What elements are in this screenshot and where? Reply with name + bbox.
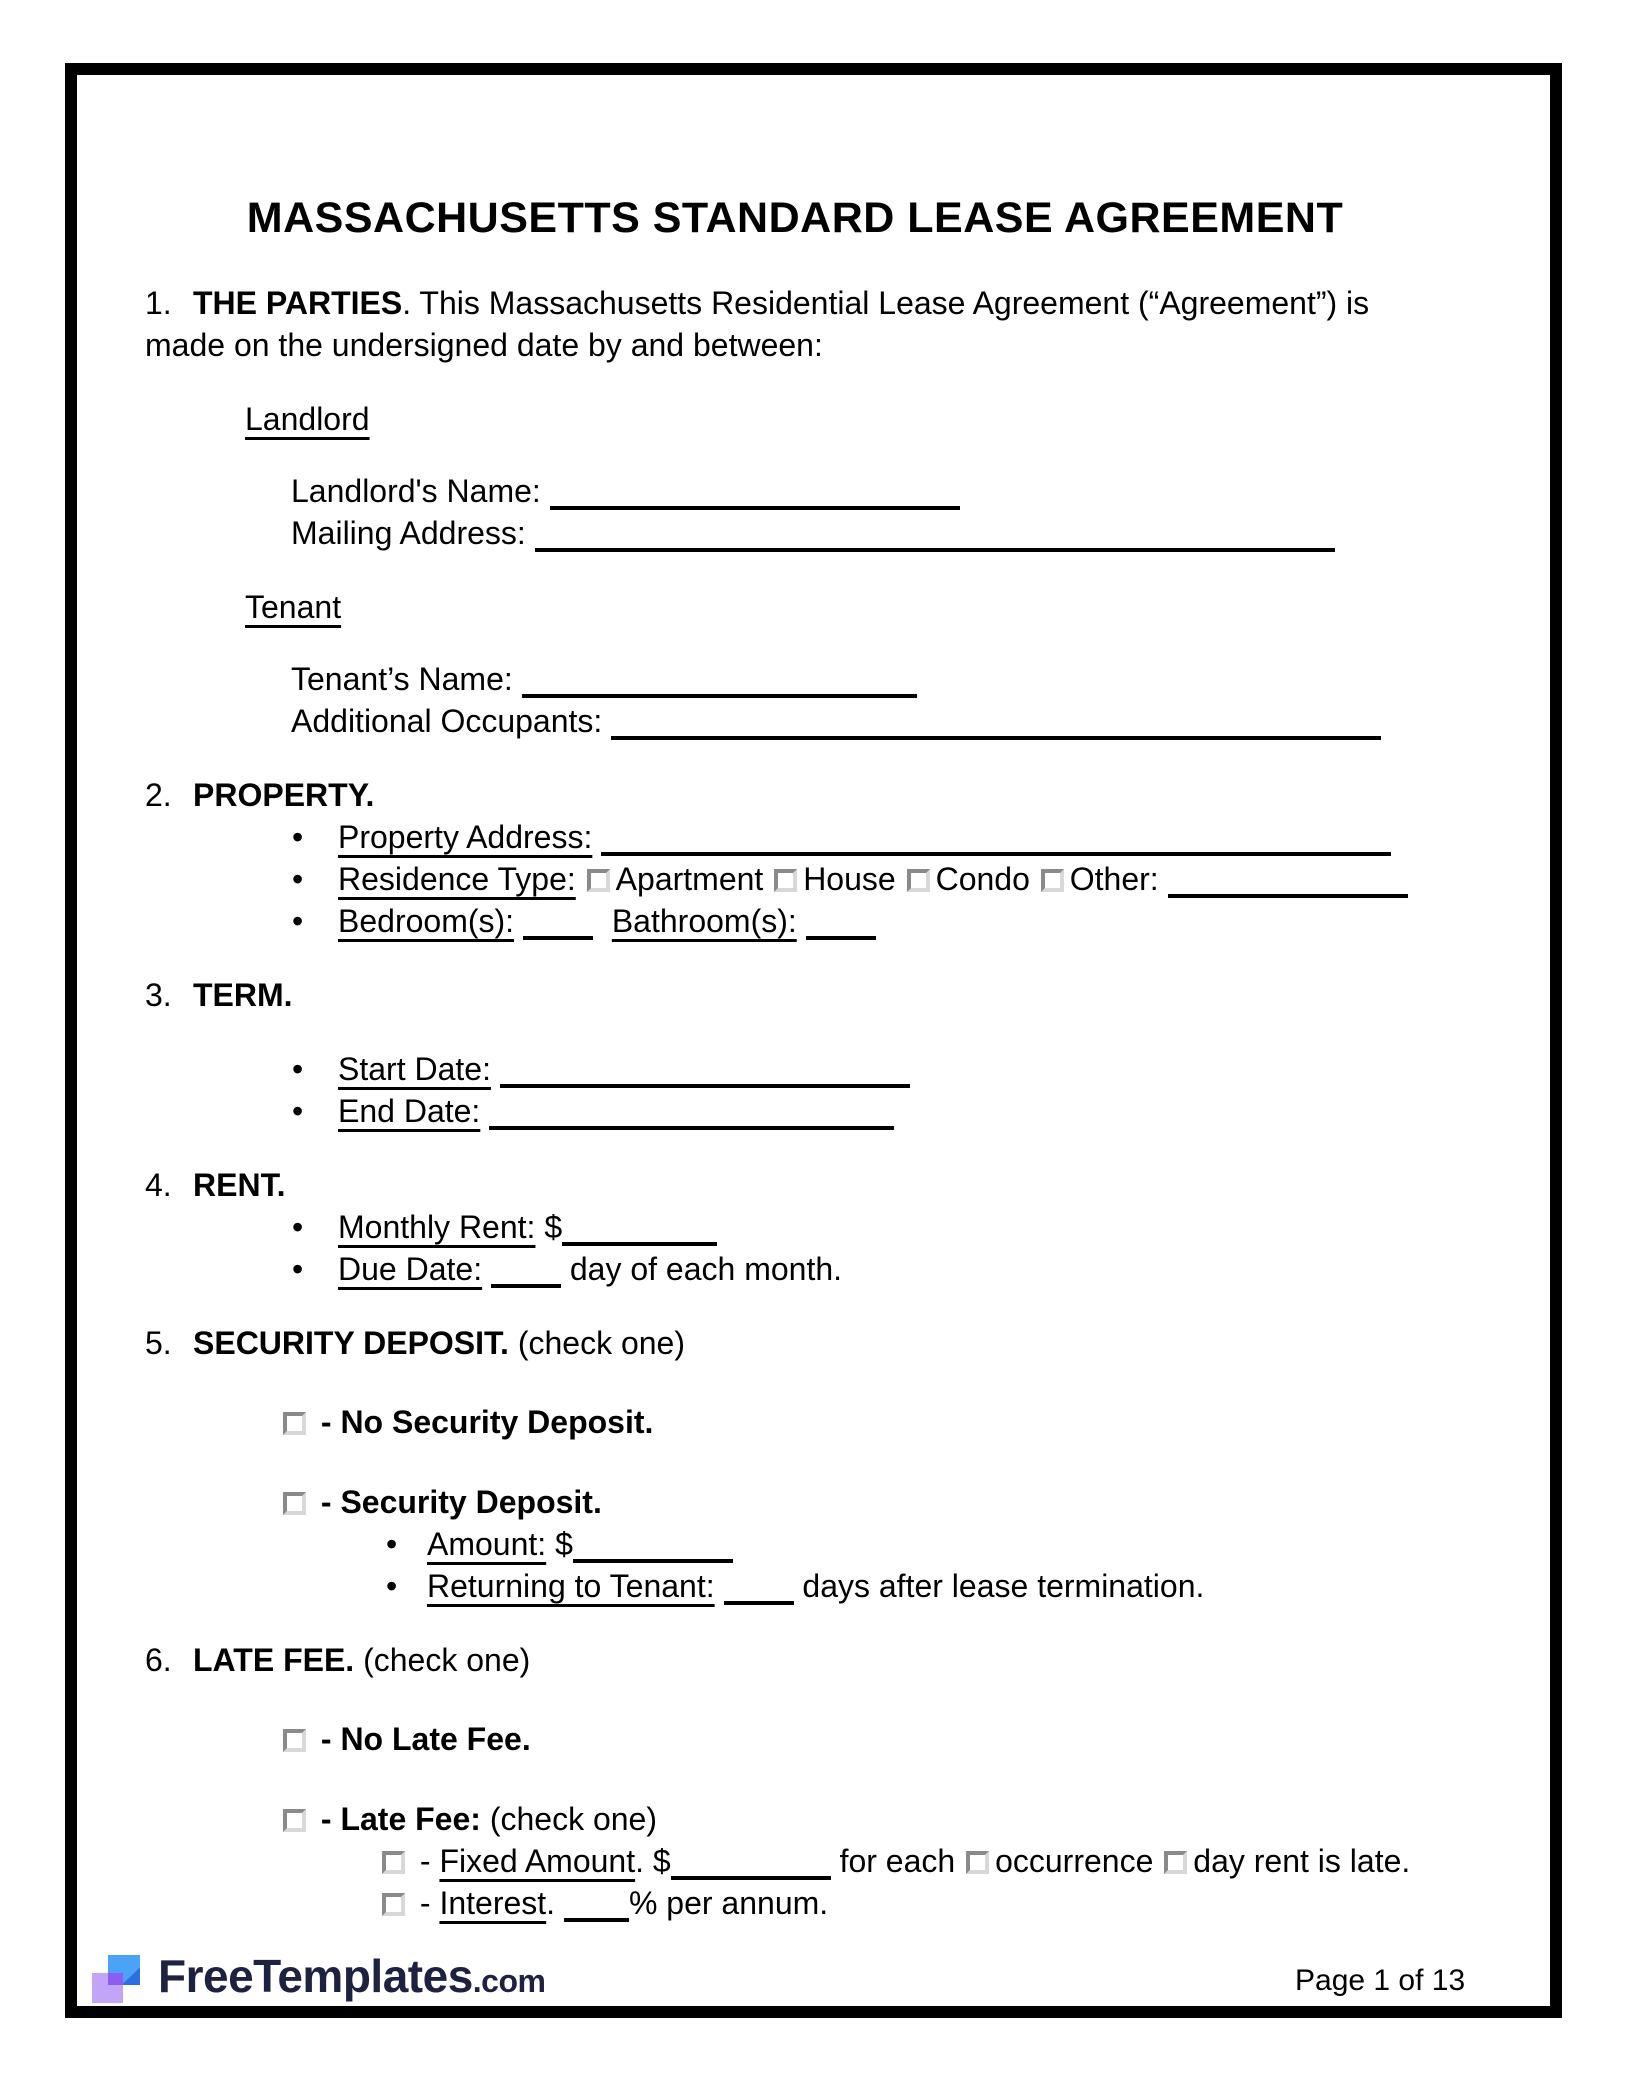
monthly-rent-field[interactable]: [562, 1242, 717, 1246]
document-title: MASSACHUSETTS STANDARD LEASE AGREEMENT: [246, 194, 1344, 242]
tenant-heading: Tenant: [245, 589, 342, 625]
security-deposit-option: [283, 1481, 1445, 1523]
bedrooms-bathrooms-row: [288, 900, 1445, 942]
no-late-fee-option: [283, 1718, 1445, 1760]
security-deposit-checkbox[interactable]: [283, 1492, 306, 1515]
returning-to-tenant-row: [382, 1565, 1445, 1607]
section-1-number: 1.: [145, 285, 172, 321]
returning-to-tenant-label: Returning to Tenant:: [427, 1568, 715, 1604]
bathrooms-label: Bathroom(s):: [611, 903, 797, 939]
other-checkbox[interactable]: [1041, 869, 1064, 892]
section-1-intro-text: . This Massachusetts Residential Lease Agreement (“Agreement”) is made on the undersigned date by and between:: [145, 285, 1370, 363]
freetemplates-logo: [92, 1950, 545, 2006]
end-date-row: [288, 1090, 1445, 1132]
logo-tld: .com: [472, 1962, 546, 1999]
landlord-name-field[interactable]: [550, 506, 960, 510]
residence-type-label: Residence Type:: [338, 861, 576, 897]
house-option-label: House: [803, 861, 896, 897]
end-date-label: End Date:: [338, 1093, 481, 1129]
due-date-field[interactable]: [491, 1284, 561, 1288]
page-number: Page 1 of 13: [1295, 1964, 1466, 1997]
deposit-amount-label: Amount:: [427, 1526, 547, 1562]
landlord-heading: Landlord: [245, 401, 370, 437]
freetemplates-logo-icon: [92, 1953, 144, 2003]
fixed-amount-currency: $: [652, 1843, 671, 1879]
start-date-row: [288, 1048, 1445, 1090]
due-date-suffix: day of each month.: [569, 1251, 843, 1287]
start-date-label: Start Date:: [338, 1051, 491, 1087]
start-date-field[interactable]: [500, 1084, 910, 1088]
no-security-deposit-checkbox[interactable]: [283, 1412, 306, 1435]
apartment-option-label: Apartment: [615, 861, 764, 897]
tenant-name-row: [291, 658, 1445, 700]
security-deposit-check-one: (check one): [517, 1325, 685, 1361]
landlord-name-label: Landlord's Name:: [291, 473, 541, 509]
bedrooms-label: Bedroom(s):: [338, 903, 515, 939]
property-address-row: [288, 816, 1445, 858]
deposit-amount-row: [382, 1523, 1445, 1565]
occurrence-checkbox[interactable]: [966, 1851, 989, 1874]
fixed-amount-dash: -: [419, 1843, 431, 1879]
fixed-amount-field[interactable]: [671, 1876, 831, 1880]
interest-suffix: % per annum.: [628, 1885, 829, 1921]
apartment-checkbox[interactable]: [587, 869, 610, 892]
late-fee-checkbox[interactable]: [283, 1809, 306, 1832]
no-security-deposit-option: [283, 1401, 1445, 1443]
bathrooms-field[interactable]: [806, 936, 876, 940]
property-address-label: Property Address:: [338, 819, 593, 855]
late-fee-check-one: (check one): [363, 1642, 531, 1678]
interest-dash: -: [419, 1885, 431, 1921]
monthly-rent-row: [288, 1206, 1445, 1248]
additional-occupants-label: Additional Occupants:: [291, 703, 603, 739]
other-residence-field[interactable]: [1168, 894, 1408, 898]
monthly-rent-currency: $: [544, 1209, 563, 1245]
landlord-mailing-row: [291, 512, 1445, 554]
returning-days-field[interactable]: [724, 1601, 794, 1605]
day-rent-late-checkbox[interactable]: [1164, 1851, 1187, 1874]
monthly-rent-label: Monthly Rent:: [338, 1209, 536, 1245]
section-5-security-deposit-heading: 5. SECURITY DEPOSIT. (check one): [145, 1325, 685, 1361]
section-1-parties: [145, 282, 1445, 366]
mailing-address-field[interactable]: [535, 548, 1335, 552]
interest-sep: .: [546, 1885, 556, 1921]
returning-to-tenant-suffix: days after lease termination.: [802, 1568, 1205, 1604]
no-late-fee-checkbox[interactable]: [283, 1729, 306, 1752]
condo-checkbox[interactable]: [907, 869, 930, 892]
late-fee-option: [283, 1798, 1445, 1840]
due-date-label: Due Date:: [338, 1251, 483, 1287]
due-date-row: [288, 1248, 1445, 1290]
additional-occupants-field[interactable]: [611, 736, 1381, 740]
logo-overlap-square: [108, 1973, 123, 1985]
residence-type-row: [288, 858, 1445, 900]
fixed-amount-mid: for each: [839, 1843, 956, 1879]
section-4-rent-heading: 4. RENT.: [145, 1167, 286, 1203]
section-6-late-fee-heading: 6. LATE FEE. (check one): [145, 1642, 531, 1678]
fixed-amount-sep: .: [635, 1843, 644, 1879]
tenant-name-field[interactable]: [522, 694, 917, 698]
additional-occupants-row: [291, 700, 1445, 742]
section-3-term-heading: 3. TERM.: [145, 977, 293, 1013]
deposit-amount-field[interactable]: [573, 1559, 733, 1563]
fixed-amount-checkbox[interactable]: [382, 1851, 405, 1874]
interest-label: Interest: [439, 1885, 547, 1921]
condo-option-label: Condo: [935, 861, 1030, 897]
property-address-field[interactable]: [601, 852, 1391, 856]
house-checkbox[interactable]: [774, 869, 797, 892]
occurrence-option-label: occurrence: [995, 1843, 1154, 1879]
day-rent-late-label: day rent is late.: [1193, 1843, 1411, 1879]
security-deposit-label: - Security Deposit.: [320, 1484, 602, 1520]
fixed-amount-label: Fixed Amount: [439, 1843, 636, 1879]
landlord-name-row: [291, 470, 1445, 512]
document-body: [145, 170, 1445, 1924]
deposit-amount-currency: $: [555, 1526, 573, 1562]
late-fee-suffix: (check one): [489, 1801, 657, 1837]
interest-checkbox[interactable]: [382, 1893, 405, 1916]
section-2-property-heading: 2. PROPERTY.: [145, 777, 375, 813]
mailing-address-label: Mailing Address:: [291, 515, 526, 551]
section-1-heading: THE PARTIES: [193, 285, 403, 321]
fixed-amount-option: [382, 1840, 1445, 1882]
no-security-deposit-label: - No Security Deposit.: [320, 1404, 654, 1440]
end-date-field[interactable]: [489, 1126, 894, 1130]
freetemplates-logo-text: FreeTemplates.com: [158, 1949, 546, 2002]
late-fee-label: - Late Fee:: [320, 1801, 481, 1837]
other-option-label: Other:: [1069, 861, 1159, 897]
no-late-fee-label: - No Late Fee.: [320, 1721, 531, 1757]
interest-option: [382, 1882, 1445, 1924]
tenant-name-label: Tenant’s Name:: [291, 661, 513, 697]
interest-rate-field[interactable]: [564, 1918, 629, 1922]
bedrooms-field[interactable]: [523, 936, 593, 940]
